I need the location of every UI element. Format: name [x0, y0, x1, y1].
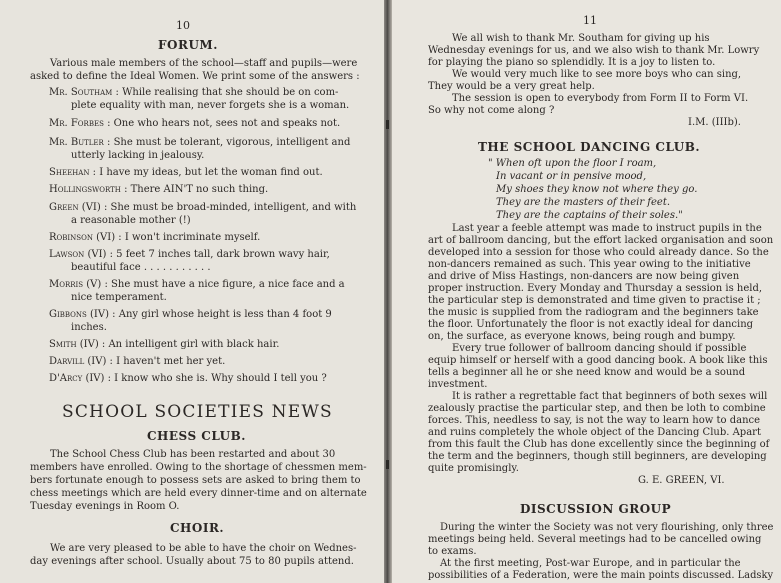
dancing-line: the particular step is demonstrated and time given to practise it ;	[428, 295, 761, 306]
poem-line: My shoes they know not where they go.	[496, 184, 698, 195]
dancing-line: from this fault the Club has done excellently since the beginning of	[428, 439, 770, 450]
respondent-name: Smith	[49, 339, 77, 350]
dancing-line: developed into a session for those who could already dance. So the	[428, 247, 769, 258]
dancing-line: quite promisingly.	[428, 463, 519, 474]
dancing-line: the floor. Unfortunately the floor is not exactly ideal for dancing	[428, 319, 754, 330]
forum-heading: FORUM.	[158, 38, 218, 52]
choir-continued-line: for playing the piano so splendidly. It is a joy to listen to.	[428, 57, 716, 68]
discussion-line: During the winter the Society was not very flourishing, only three	[440, 522, 774, 533]
discussion-line: to exams.	[428, 546, 477, 557]
discussion-line: At the first meeting, Post-war Europe, and in particular the	[440, 558, 741, 569]
choir-heading: CHOIR.	[170, 521, 225, 535]
respondent-name: Lawson	[49, 249, 85, 260]
forum-answer: Green (VI) : She must be broad-minded, intelligent, and with	[49, 202, 357, 213]
dancing-line: and ruins completely the whole object of the Dancing Club. Apart	[428, 427, 761, 438]
forum-answer: Sheehan : I have my ideas, but let the woman find out.	[49, 167, 323, 178]
forum-answer: Mr. Southam : While realising that she should be on com-	[49, 87, 339, 98]
forum-answer-continuation: a reasonable mother (!)	[71, 215, 191, 226]
chess-line: bers fortunate enough to possess sets are asked to bring them to	[30, 475, 361, 486]
choir-continued-line: They would be a very great help.	[428, 81, 595, 92]
left-page	[0, 0, 386, 583]
chess-line: chess meetings which are held every dinner-time and on alternate	[30, 488, 367, 499]
forum-answer: Morris (V) : She must have a nice figure, a nice face and a	[49, 279, 345, 290]
chess-line: The School Chess Club has been restarted and about 30	[50, 449, 336, 460]
respondent-name: Robinson	[49, 232, 93, 243]
forum-answer: Mr. Forbes : One who hears not, sees not and speaks not.	[49, 118, 341, 129]
page-number: 10	[176, 19, 190, 32]
respondent-name: Green	[49, 202, 79, 213]
forum-answer: Hollingsworth : There AIN'T no such thing.	[49, 184, 269, 195]
respondent-name: D'Arcy	[49, 373, 83, 384]
dancing-line: zealously practise the particular step, and then be loth to combine	[428, 403, 766, 414]
discussion-line: meetings being held. Several meetings had to be cancelled owing	[428, 534, 762, 545]
choir-signature: I.M. (IIIb).	[688, 117, 741, 128]
dancing-line: It is rather a regrettable fact that beginners of both sexes will	[452, 391, 768, 402]
page-number: 11	[583, 14, 597, 27]
forum-answer: D'Arcy (IV) : I know who she is. Why should I tell you ?	[49, 373, 327, 384]
poem-line: " When oft upon the floor I roam,	[488, 158, 657, 169]
choir-line: day evenings after school. Usually about 75 to 80 pupils attend.	[30, 556, 354, 567]
respondent-name: Mr. Forbes	[49, 118, 104, 129]
choir-continued-line: The session is open to everybody from Form II to Form VI.	[452, 93, 749, 104]
societies-title: SCHOOL SOCIETIES NEWS	[62, 402, 333, 422]
poem-line: They are the captains of their soles."	[496, 210, 683, 221]
dancing-line: the music is supplied from the radiogram and the beginners take	[428, 307, 759, 318]
forum-answer: Mr. Butler : She must be tolerant, vigorous, intelligent and	[49, 137, 351, 148]
choir-line: We are very pleased to be able to have the choir on Wednes-	[50, 543, 357, 554]
poem-line: In vacant or in pensive mood,	[496, 171, 647, 182]
forum-answer-continuation: beautiful face . . . . . . . . . . .	[71, 262, 211, 273]
chess-line: Tuesday evenings in Room O.	[30, 501, 180, 512]
dancing-line: proper instruction. Every Monday and Thursday a session is held,	[428, 283, 763, 294]
respondent-name: Sheehan	[49, 167, 90, 178]
dancing-line: Every true follower of ballroom dancing should if possible	[452, 343, 747, 354]
chess-line: members have enrolled. Owing to the shortage of chessmen mem-	[30, 462, 367, 473]
dancing-heading: THE SCHOOL DANCING CLUB.	[478, 140, 701, 154]
discussion-line: possibilities of a Federation, were the main points discussed. Ladsky	[428, 570, 774, 581]
choir-continued-line: We all wish to thank Mr. Southam for giving up his	[452, 33, 710, 44]
dancing-line: Last year a feeble attempt was made to instruct pupils in the	[452, 223, 762, 234]
discussion-heading: DISCUSSION GROUP	[520, 502, 672, 516]
chess-heading: CHESS CLUB.	[147, 429, 246, 443]
choir-continued-line: So why not come along ?	[428, 105, 555, 116]
forum-answer: Darvill (IV) : I haven't met her yet.	[49, 356, 226, 367]
forum-answer: Gibbons (IV) : Any girl whose height is less than 4 foot 9	[49, 309, 332, 320]
staple	[386, 120, 389, 129]
dancing-line: and drive of Miss Hastings, non-dancers are now being given	[428, 271, 740, 282]
dancing-line: equip himself or herself with a good dancing book. A book like this	[428, 355, 768, 366]
respondent-name: Morris	[49, 279, 84, 290]
respondent-name: Darvill	[49, 356, 85, 367]
respondent-name: Hollingsworth	[49, 184, 121, 195]
book-gutter	[384, 0, 392, 583]
dancing-line: investment.	[428, 379, 488, 390]
respondent-name: Gibbons	[49, 309, 87, 320]
forum-answer-continuation: plete equality with man, never forgets she is a woman.	[71, 100, 350, 111]
dancing-line: non-dancers remained as such. This year owing to the initiative	[428, 259, 751, 270]
right-page	[390, 0, 781, 583]
forum-intro-line: Various male members of the school—staff and pupils—were	[50, 58, 358, 69]
forum-answer-continuation: inches.	[71, 322, 107, 333]
dancing-signature: G. E. GREEN, VI.	[638, 475, 725, 486]
respondent-name: Mr. Butler	[49, 137, 104, 148]
forum-answer: Lawson (VI) : 5 feet 7 inches tall, dark brown wavy hair,	[49, 249, 330, 260]
forum-answer: Smith (IV) : An intelligent girl with black hair.	[49, 339, 280, 350]
forum-answer-continuation: nice temperament.	[71, 292, 167, 303]
dancing-line: the term and the beginners, though still beginners, are developing	[428, 451, 767, 462]
forum-answer: Robinson (VI) : I won't incriminate myself.	[49, 232, 261, 243]
choir-continued-line: Wednesday evenings for us, and we also wish to thank Mr. Lowry	[428, 45, 760, 56]
dancing-line: on, the surface, as everyone knows, being rough and bumpy.	[428, 331, 736, 342]
poem-line: They are the masters of their feet.	[496, 197, 671, 208]
dancing-line: tells a beginner all he or she need know and would be a sound	[428, 367, 746, 378]
choir-continued-line: We would very much like to see more boys who can sing,	[452, 69, 742, 80]
forum-answer-continuation: utterly lacking in jealousy.	[71, 150, 205, 161]
forum-intro-line: asked to define the Ideal Women. We print some of the answers :	[30, 71, 360, 82]
respondent-name: Mr. Southam	[49, 87, 113, 98]
dancing-line: art of ballroom dancing, but the effort lacked organisation and soon	[428, 235, 774, 246]
staple	[386, 460, 389, 469]
dancing-line: forces. This, needless to say, is not the way to learn how to dance	[428, 415, 761, 426]
